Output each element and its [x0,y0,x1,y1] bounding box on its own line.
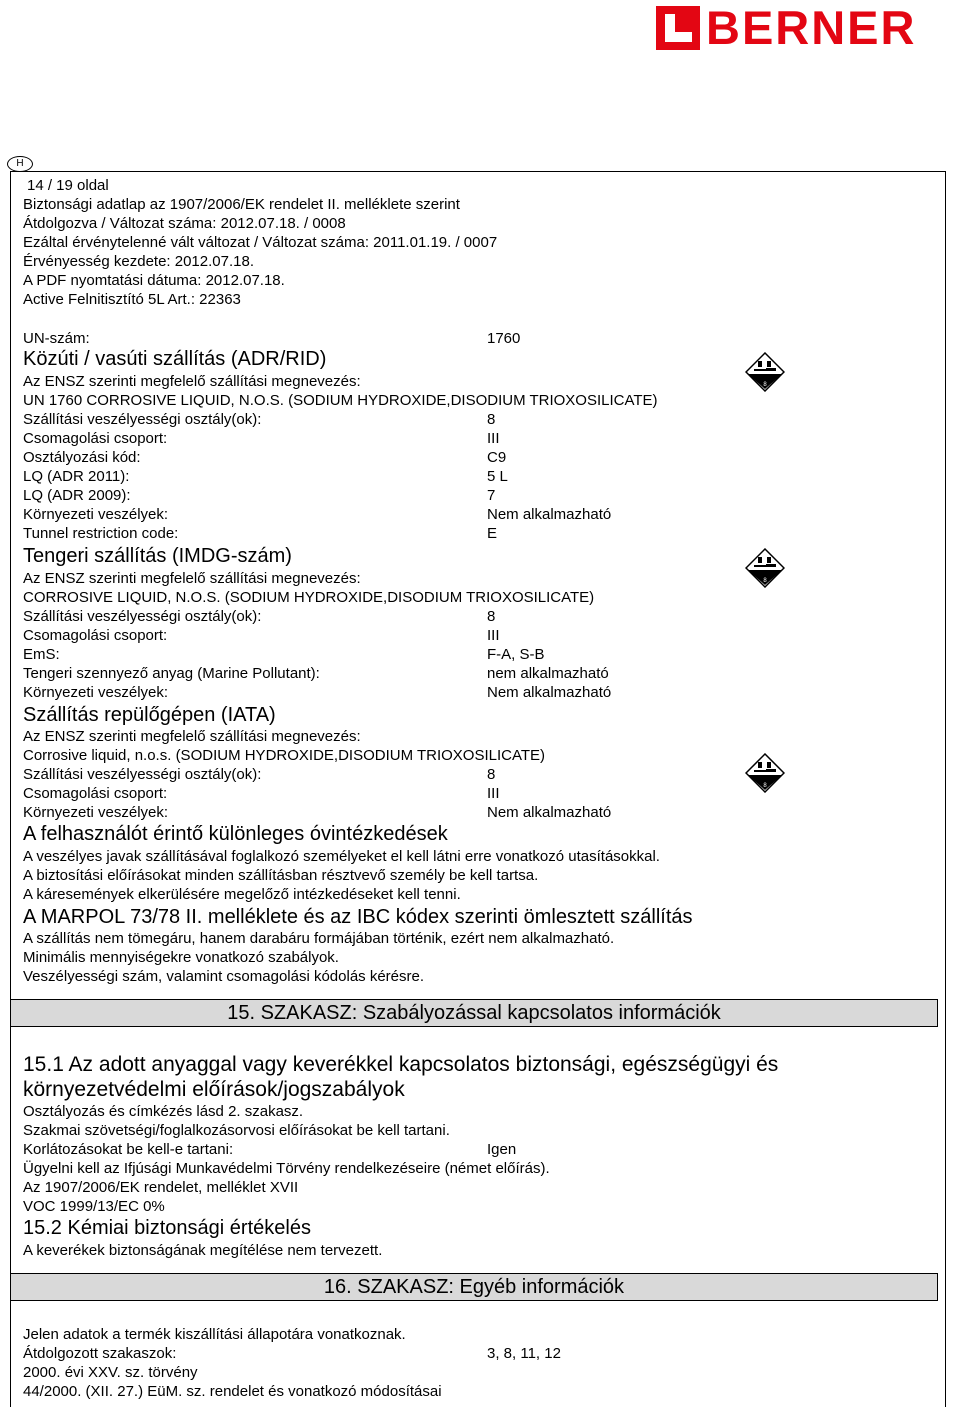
imdg-name-label: Az ENSZ szerinti megfelelő szállítási megnevezés: [23,570,361,587]
imdg-row-value: III [487,627,500,644]
section-15-bar: 15. SZAKASZ: Szabályozással kapcsolatos információk [10,999,938,1027]
adr-row-value: Nem alkalmazható [487,506,612,523]
iata-row-label: Szállítási veszélyességi osztály(ok): [23,766,262,783]
imdg-row-value: F-A, S-B [487,646,545,663]
imdg-row-label: Csomagolási csoport: [23,627,168,644]
marpol-heading: A MARPOL 73/78 II. melléklete és az IBC kódex szerinti ömlesztett szállítás [23,906,693,928]
precautions-heading: A felhasználót érintő különleges óvintézkedések [23,823,448,845]
adr-row-value: 8 [487,411,496,428]
section-15-line: Ügyelni kell az Ifjúsági Munkavédelmi Törvény rendelkezéseire (német előírás). [23,1160,550,1177]
imdg-row-label: EmS: [23,646,60,663]
adr-name-label: Az ENSZ szerinti megfelelő szállítási megnevezés: [23,373,361,390]
revised-sections-value: 3, 8, 11, 12 [487,1345,561,1362]
section-16-line: Jelen adatok a termék kiszállítási állapotára vonatkoznak. [23,1326,406,1343]
adr-row-label: Csomagolási csoport: [23,430,168,447]
iata-row-value: Nem alkalmazható [487,804,612,821]
revised-sections-label: Átdolgozott szakaszok: [23,1345,177,1362]
header-superseded: Ezáltal érvénytelenné vált változat / Változat száma: 2011.01.19. / 0007 [23,234,498,251]
iata-name-label: Az ENSZ szerinti megfelelő szállítási megnevezés: [23,728,361,745]
adr-name-value: UN 1760 CORROSIVE LIQUID, N.O.S. (SODIUM HYDROXIDE,DISODIUM TRIOXOSILICATE) [23,392,658,409]
marpol-line: A szállítás nem tömegáru, hanem darabáru formájában történik, ezért nem alkalmazható. [23,930,615,947]
imdg-row-label: Tengeri szennyező anyag (Marine Pollutant): [23,665,320,682]
imdg-heading: Tengeri szállítás (IMDG-szám) [23,545,292,567]
header-print-date: A PDF nyomtatási dátuma: 2012.07.18. [23,272,285,289]
section-15-line: VOC 1999/13/EC 0% [23,1198,165,1215]
section-16-line: 2000. évi XXV. sz. törvény [23,1364,198,1381]
section-15-line: Az 1907/2006/EK rendelet, melléklet XVII [23,1179,299,1196]
imdg-row-value: nem alkalmazható [487,665,609,682]
imdg-row-label: Környezeti veszélyek: [23,684,169,701]
section-15-line: A keverékek biztonságának megítélése nem tervezett. [23,1242,383,1259]
imdg-name-value: CORROSIVE LIQUID, N.O.S. (SODIUM HYDROXIDE,DISODIUM TRIOXOSILICATE) [23,589,595,606]
header-product: Active Felnitisztító 5L Art.: 22363 [23,291,241,308]
adr-row-label: Tunnel restriction code: [23,525,179,542]
section-15-2-heading: 15.2 Kémiai biztonsági értékelés [23,1217,311,1239]
language-badge: H [7,156,33,172]
iata-row-label: Környezeti veszélyek: [23,804,169,821]
iata-row-value: III [487,785,500,802]
corrosive-hazard-icon [745,548,785,588]
iata-name-value: Corrosive liquid, n.o.s. (SODIUM HYDROXIDE,DISODIUM TRIOXOSILICATE) [23,747,546,764]
marpol-line: Veszélyességi szám, valamint csomagolási kódolás kérésre. [23,968,425,985]
header-revision: Átdolgozva / Változat száma: 2012.07.18. / 0008 [23,215,346,232]
section-16-line: 44/2000. (XII. 27.) EüM. sz. rendelet és vonatkozó módosításai [23,1383,442,1400]
iata-heading: Szállítás repülőgépen (IATA) [23,704,276,726]
restrictions-label: Korlátozásokat be kell-e tartani: [23,1141,234,1158]
adr-row-label: Szállítási veszélyességi osztály(ok): [23,411,262,428]
un-number-value: 1760 [487,330,521,347]
section-15-1-heading: 15.1 Az adott anyaggal vagy keverékkel kapcsolatos biztonsági, egészségügyi és [23,1053,779,1076]
adr-row-label: LQ (ADR 2009): [23,487,131,504]
un-number-label: UN-szám: [23,330,90,347]
precautions-line: A káresemények elkerülésére megelőző intézkedéseket kell tenni. [23,886,461,903]
iata-row-value: 8 [487,766,496,783]
imdg-row-label: Szállítási veszélyességi osztály(ok): [23,608,262,625]
adr-row-label: Környezeti veszélyek: [23,506,169,523]
berner-logo [656,1,956,54]
section-15-line: Szakmai szövetségi/foglalkozásorvosi előírásokat be kell tartani. [23,1122,450,1139]
adr-row-value: 7 [487,487,496,504]
svg-text:8: 8 [763,382,767,388]
marpol-line: Minimális mennyiségekre vonatkozó szabályok. [23,949,339,966]
adr-row-value: C9 [487,449,507,466]
section-15-1-heading-cont: környezetvédelmi előírások/jogszabályok [23,1078,405,1101]
restrictions-value: Igen [487,1141,517,1158]
adr-row-value: E [487,525,498,542]
svg-text:8: 8 [763,783,767,789]
header-valid-from: Érvényesség kezdete: 2012.07.18. [23,253,254,270]
corrosive-hazard-icon [745,753,785,793]
adr-row-label: LQ (ADR 2011): [23,468,130,485]
adr-row-value: 5 L [487,468,508,485]
adr-row-value: III [487,430,500,447]
precautions-line: A veszélyes javak szállításával foglalkozó személyeket el kell látni erre vonatkozó utasításokkal. [23,848,660,865]
adr-heading: Közúti / vasúti szállítás (ADR/RID) [23,348,327,370]
imdg-row-value: 8 [487,608,496,625]
corrosive-hazard-icon [745,352,785,392]
section-16-bar: 16. SZAKASZ: Egyéb információk [10,1273,938,1301]
berner-logo-text: BERNER [706,1,917,54]
header-regulation: Biztonsági adatlap az 1907/2006/EK rendelet II. melléklete szerint [23,196,460,213]
section-15-line: Osztályozás és címkézés lásd 2. szakasz. [23,1103,304,1120]
imdg-row-value: Nem alkalmazható [487,684,612,701]
berner-logo-mark [656,6,700,50]
svg-text:8: 8 [763,578,767,584]
adr-row-label: Osztályozási kód: [23,449,141,466]
precautions-line: A biztosítási előírásokat minden szállításban résztvevő személy be kell tartsa. [23,867,539,884]
iata-row-label: Csomagolási csoport: [23,785,168,802]
page-number: 14 / 19 oldal [27,177,109,194]
